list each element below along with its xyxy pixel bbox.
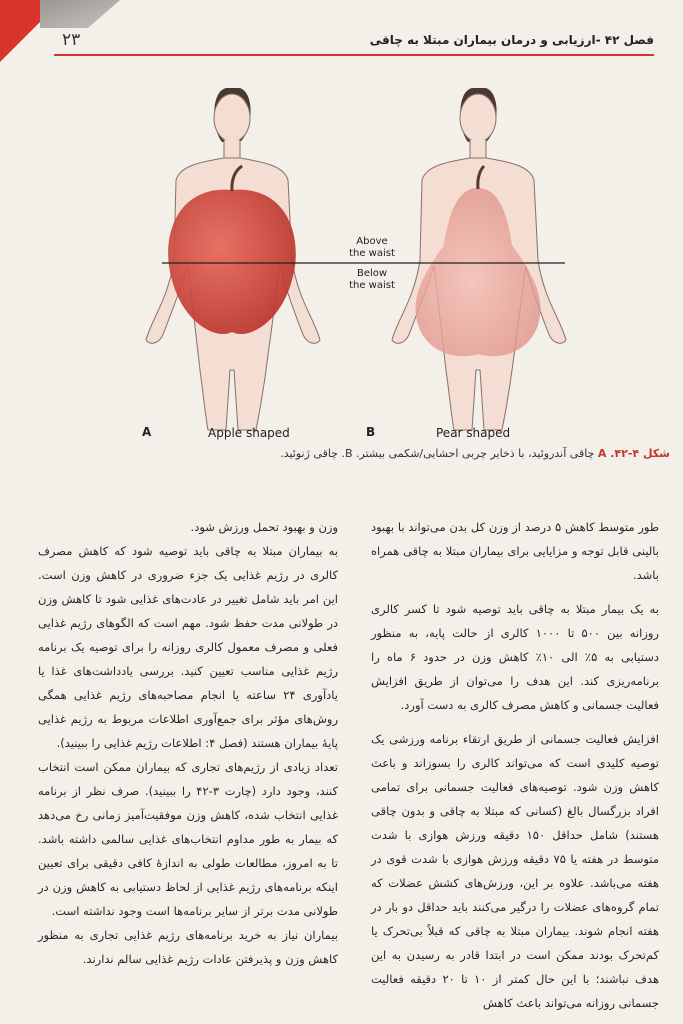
above-waist-text-1: Above: [356, 236, 388, 247]
apple-shape: [168, 190, 296, 334]
paragraph: طور متوسط کاهش ۵ درصد از وزن کل بدن می‌تواند با بهبود بالینی قابل توجه و مزایایی برای بیماران مبتلا به چاقی همراه باشد.: [371, 520, 659, 582]
paragraph: به بیماران مبتلا به چاقی باید توصیه شود که کاهش مصرف کالری در رژیم غذایی یک جزء ضروری در کاهش وزن است. این امر باید شامل تغییر در عادت‌های غذایی شود تا کاهش وزن در طولانی مدت حفظ شود. مهم است که الگوهای رژیم غذایی فعلی و مصرف معمول کالری روزانه را برای توصیه یک برنامه رژیم غذایی مناسب تعیین کنید. بررسی یادداشت‌های غذا یا یادآوری ۲۴ ساعته یا انجام مصاحبه‌های رژیم غذایی همگی روش‌های مؤثر برای جمع‌آوری اطلاعات مربوط به رژیم غذایی پایهٔ بیماران هستند (فصل ۴: اطلاعات رژیم غذایی را ببینید).: [38, 544, 338, 750]
figure-number: شکل ۴-۴۲. A: [597, 447, 670, 460]
panel-a-label: A: [142, 425, 152, 439]
corner-grey-decoration: [40, 0, 120, 28]
panel-b-label: B: [366, 425, 376, 439]
above-waist-text-2: the waist: [349, 248, 395, 259]
apple-shaped-caption: Apple shaped: [208, 426, 290, 440]
body-shape-illustration: [130, 70, 595, 450]
paragraph: تعداد زیادی از رژیم‌های تجاری که بیماران ممکن است انتخاب کنند، وجود دارد (چارت ۳-۴۲ را ببینید). صرف نظر از برنامه غذایی انتخاب شده، کاهش وزن موفقیت‌آمیز زمانی رخ می‌دهد که بیمار به طور مداوم انتخاب‌های غذایی سالمی داشته باشد. تا به امروز، مطالعات طولی به اندازهٔ کافی دقیقی برای تعیین اینکه برنامه‌های رژیم غذایی از لحاظ دستیابی به کاهش وزن در طولانی مدت برتر از سایر برنامه‌ها است وجود نداشته است.: [38, 760, 338, 918]
paragraph: افزایش فعالیت جسمانی از طریق ارتقاء برنامه ورزشی یک توصیه کلیدی است که می‌تواند کالری را بسوزاند و باعث کاهش وزن شود. توصیه‌های فعالیت جسمانی برای تمامی افراد بزرگسال بالغ (کسانی که مبتلا به چاقی و بدون چاقی هستند) شامل حداقل ۱۵۰ دقیقه ورزش هوازی با شدت متوسط در هفته یا ۷۵ دقیقه ورزش هوازی با شدت قوی در هفته می‌باشد. علاوه بر این، ورزش‌های کشش عضلات که تمام گروه‌های عضلات را درگیر می‌کنند باید حداقل دو بار در هفته انجام شوند. بیماران مبتلا به چاقی که قبلاً بی‌تحرک یا کم‌تحرک بودند ممکن است در ابتدا قادر به رسیدن به این هدف نباشند؛ با این حال کمتر از ۱۰ تا ۲۰ دقیقه فعالیت جسمانی روزانه می‌تواند باعث کاهش: [371, 732, 660, 1010]
below-waist-text-2: the waist: [349, 280, 395, 291]
below-waist-text-1: Below: [356, 268, 388, 279]
figure-caption: [270, 447, 670, 460]
pear-shaped-caption: Pear shaped: [436, 426, 511, 440]
above-waist-label: [342, 236, 402, 260]
paragraph: به یک بیمار مبتلا به چاقی باید توصیه شود تا کسر کالری روزانه بین ۵۰۰ تا ۱۰۰۰ کالری از حالت پایه، به منظور دستیابی به ۵٪ الی ۱۰٪ کاهش وزن در حدود ۶ ماه را برنامه‌ریزی کند. این هدف را می‌توان از طریق افزایش فعالیت جسمانی و کاهش مصرف کالری به دست آورد.: [371, 602, 659, 712]
figure-caption-text: چاقی آندروئید، با ذخایر چربی احشایی/شکمی بیشتر. B. چاقی ژنوئید.: [280, 447, 595, 460]
below-waist-label: [342, 268, 402, 292]
text-column-left: [38, 515, 338, 971]
paragraph: بیماران نیاز به خرید برنامه‌های رژیم غذایی تجاری به منظور کاهش وزن و پذیرفتن عادات رژیم غذایی سالم ندارند.: [38, 928, 338, 966]
text-column-right: [371, 515, 659, 1015]
page-number: ۲۳: [62, 30, 81, 50]
body-shape-figure: [130, 70, 595, 450]
apple-body-figure: [146, 88, 320, 430]
chapter-title: فصل ۴۲ -ارزیابی و درمان بیماران مبتلا به چاقی: [369, 33, 654, 47]
paragraph: وزن و بهبود تحمل ورزش شود.: [190, 520, 338, 534]
page-header: [54, 26, 654, 56]
pear-body-figure: [392, 88, 566, 430]
